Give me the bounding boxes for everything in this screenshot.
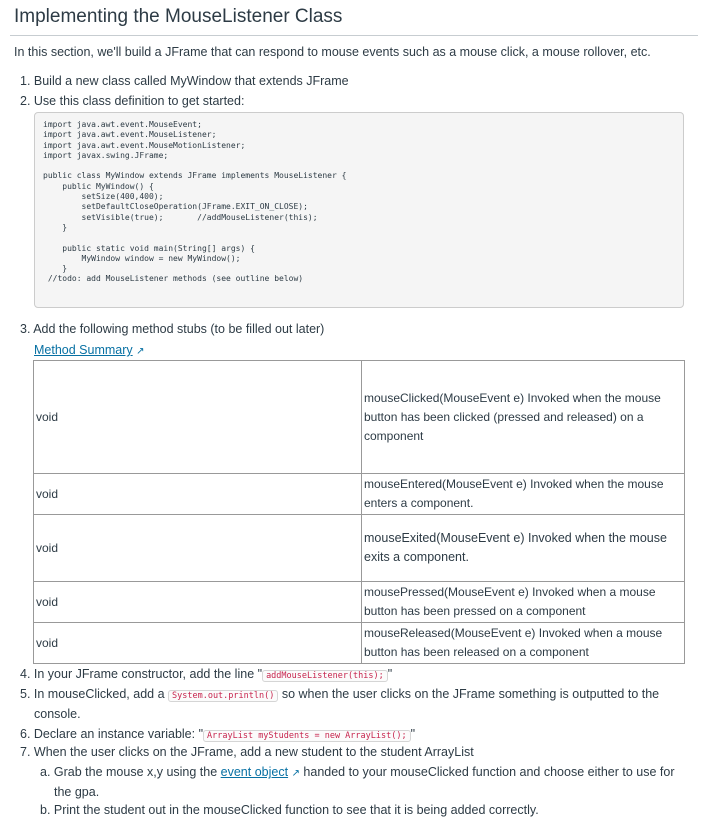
step-5-continued: console. <box>34 707 81 721</box>
table-row <box>34 361 685 474</box>
code-text: import java.awt.event.MouseEvent; import java.awt.event.MouseListener; import java.awt.event.MouseMotionListener; import javax.swing.JFrame; public class MyWindow extends JFrame implements MouseListener { public MyWindow() { setSize(400,400); setDefaultCloseOperation(JFrame.EXIT_ON_CLOSE); setVisible(true); //addMouseListener(this); } public static void main(String[] args) { MyWindow window = new MyWindow(); } //todo: add MouseListener methods (see outline below) <box>43 120 347 284</box>
method-desc: mouseEntered(MouseEvent e) Invoked when the mouse enters a component. <box>362 474 685 515</box>
method-type: void <box>34 515 362 582</box>
step-6: 6. Declare an instance variable: " ArrayList myStudents = new ArrayList(); " <box>20 727 416 741</box>
step-7: 7. When the user clicks on the JFrame, add a new student to the student ArrayList <box>20 745 474 759</box>
method-desc: mouseExited(MouseEvent e) Invoked when the mouse exits a component. <box>362 515 685 582</box>
step-2: 2. Use this class definition to get started: <box>20 94 245 108</box>
step-1: 1. Build a new class called MyWindow that extends JFrame <box>20 74 349 88</box>
method-summary-label[interactable]: Method Summary <box>34 343 133 357</box>
table-row <box>34 474 685 515</box>
table-row <box>34 515 685 582</box>
code-block <box>34 112 684 308</box>
inline-code: System.out.println() <box>168 690 278 702</box>
method-summary-table <box>33 360 685 664</box>
method-summary-link[interactable] <box>34 343 145 357</box>
table-row <box>34 582 685 623</box>
method-type: void <box>34 623 362 664</box>
step-3: 3. Add the following method stubs (to be filled out later) <box>20 322 325 336</box>
external-link-icon: ↗ <box>291 768 300 779</box>
title-divider <box>10 35 698 36</box>
method-desc: mouseClicked(MouseEvent e) Invoked when the mouse button has been clicked (pressed and released) on a component <box>362 361 685 474</box>
step-7a-continued: the gpa. <box>54 785 100 799</box>
step-7b: b. Print the student out in the mouseClicked function to see that it is being added correctly. <box>40 803 539 817</box>
method-type: void <box>34 474 362 515</box>
step-7a: a. Grab the mouse x,y using the event object ↗ handed to your mouseClicked function and choose either to use for <box>40 765 675 779</box>
method-type: void <box>34 582 362 623</box>
step-4: 4. In your JFrame constructor, add the line " addMouseListener(this); " <box>20 667 393 681</box>
page-title: Implementing the MouseListener Class <box>14 6 343 27</box>
method-type: void <box>34 361 362 474</box>
method-desc: mouseReleased(MouseEvent e) Invoked when a mouse button has been released on a component <box>362 623 685 664</box>
table-row <box>34 623 685 664</box>
intro-text: In this section, we'll build a JFrame that can respond to mouse events such as a mouse click, a mouse rollover, etc. <box>14 45 651 59</box>
step-5: 5. In mouseClicked, add a System.out.println() so when the user clicks on the JFrame something is outputted to the <box>20 687 660 701</box>
method-desc: mousePressed(MouseEvent e) Invoked when a mouse button has been pressed on a component <box>362 582 685 623</box>
inline-code: ArrayList myStudents = new ArrayList(); <box>203 730 411 742</box>
external-link-icon: ↗ <box>136 346 145 357</box>
inline-code: addMouseListener(this); <box>262 670 388 682</box>
event-object-link[interactable]: event object <box>220 765 289 779</box>
